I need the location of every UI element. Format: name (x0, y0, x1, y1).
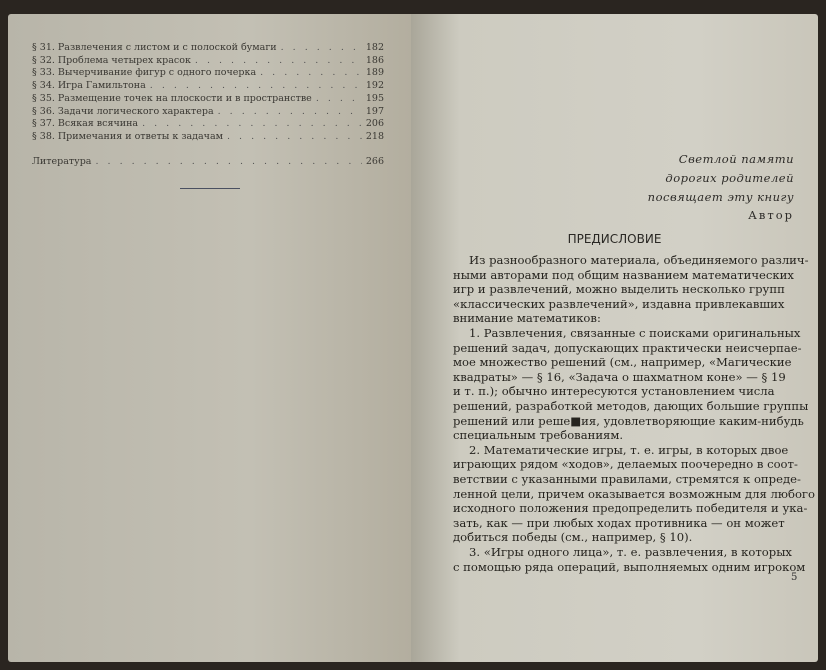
page-number: 5 (791, 572, 798, 583)
right-page (411, 14, 818, 662)
text-line: внимание математиков: (453, 311, 601, 326)
text-line: и т. п.); обычно интересуются установлением числа (453, 384, 775, 399)
toc-entry-literature (32, 156, 384, 167)
toc-label: § 31. Развлечения с листом и с полоской бумаги (32, 42, 277, 53)
section-title: ПРЕДИСЛОВИЕ (567, 232, 662, 246)
text-line: ными авторами под общим названием математических (453, 267, 794, 282)
toc-label: § 38. Примечания и ответы к задачам (32, 130, 224, 142)
left-page (8, 14, 411, 662)
text-line: Из разнообразного материала, объединяемого различ- (469, 253, 809, 267)
text-line: квадраты» — § 16, «Задача о шахматном коне» — § 19 (453, 369, 786, 384)
toc-entry (32, 55, 384, 66)
toc-label: § 34. Игра Гамильтона (32, 80, 146, 92)
toc-entry (32, 80, 384, 91)
toc-page: 192 (365, 80, 384, 92)
toc-entry (32, 67, 384, 78)
text-line: ленной цели, причем оказывается возможным для любого (453, 486, 815, 501)
toc-label: § 33. Вычерчивание фигур с одного почерка (32, 67, 257, 79)
toc-label: § 36. Задачи логического характера (32, 105, 214, 117)
toc-entry (32, 118, 384, 129)
text-line: 3. «Игры одного лица», т. е. развлечения, в которых (469, 545, 792, 559)
toc-page: 195 (365, 92, 384, 104)
text-line: 1. Развлечения, связанные с поисками оригинальных (469, 326, 801, 340)
text-line: добиться победы (см., например, § 10). (453, 530, 693, 545)
text-line: с помощью ряда операций, выполняемых одним игроком (453, 559, 806, 574)
toc-entry (32, 42, 384, 53)
toc-page: 182 (365, 42, 384, 53)
toc-page: 186 (365, 54, 384, 66)
toc-entry (32, 106, 384, 117)
text-line: решений, разработкой методов, дающих большие группы (453, 399, 809, 413)
text-line: мое множество решений (см., например, «Магические (453, 355, 792, 370)
toc-page: 197 (365, 105, 384, 117)
dedication-line: дорогих родителей (665, 171, 794, 185)
text-line: ветствии с указанными правилами, стремятся к опреде- (453, 472, 801, 486)
toc-page: 206 (365, 118, 384, 130)
toc-entry (32, 93, 384, 104)
toc-label: § 35. Размещение точек на плоскости и в пространстве (32, 92, 312, 104)
toc-label: § 32. Проблема четырех красок (32, 54, 191, 66)
toc-page: 189 (365, 67, 384, 79)
text-line: 2. Математические игры, т. е. игры, в которых двое (469, 442, 789, 457)
toc-page: 218 (365, 130, 384, 142)
text-line: игр и развлечений, можно выделить несколько групп (453, 282, 785, 297)
toc-entry (32, 131, 384, 142)
text-line: «классических развлечений», издавна привлекавших (453, 296, 785, 311)
toc-label: Литература (32, 156, 92, 167)
text-line: исходного положения предопределить победителя и ука- (453, 501, 808, 516)
text-line: зать, как — при любых ходах противника — он может (453, 515, 785, 530)
text-line: решений задач, допускающих практически неисчерпае- (453, 340, 802, 355)
text-line: решений или реше■ия, удовлетворяющие каким-нибудь (453, 413, 804, 428)
toc-page: 266 (365, 156, 384, 167)
text-line: специальным требованиям. (453, 428, 624, 443)
divider (180, 188, 240, 189)
dedication-line: посвящает эту книгу (647, 190, 794, 204)
toc-label: § 37. Всякая всячина (32, 118, 139, 130)
dedication-line: Светлой памяти (678, 152, 794, 166)
dedication-author: Автор (748, 208, 794, 222)
text-line: играющих рядом «ходов», делаемых поочередно в соот- (453, 457, 798, 472)
